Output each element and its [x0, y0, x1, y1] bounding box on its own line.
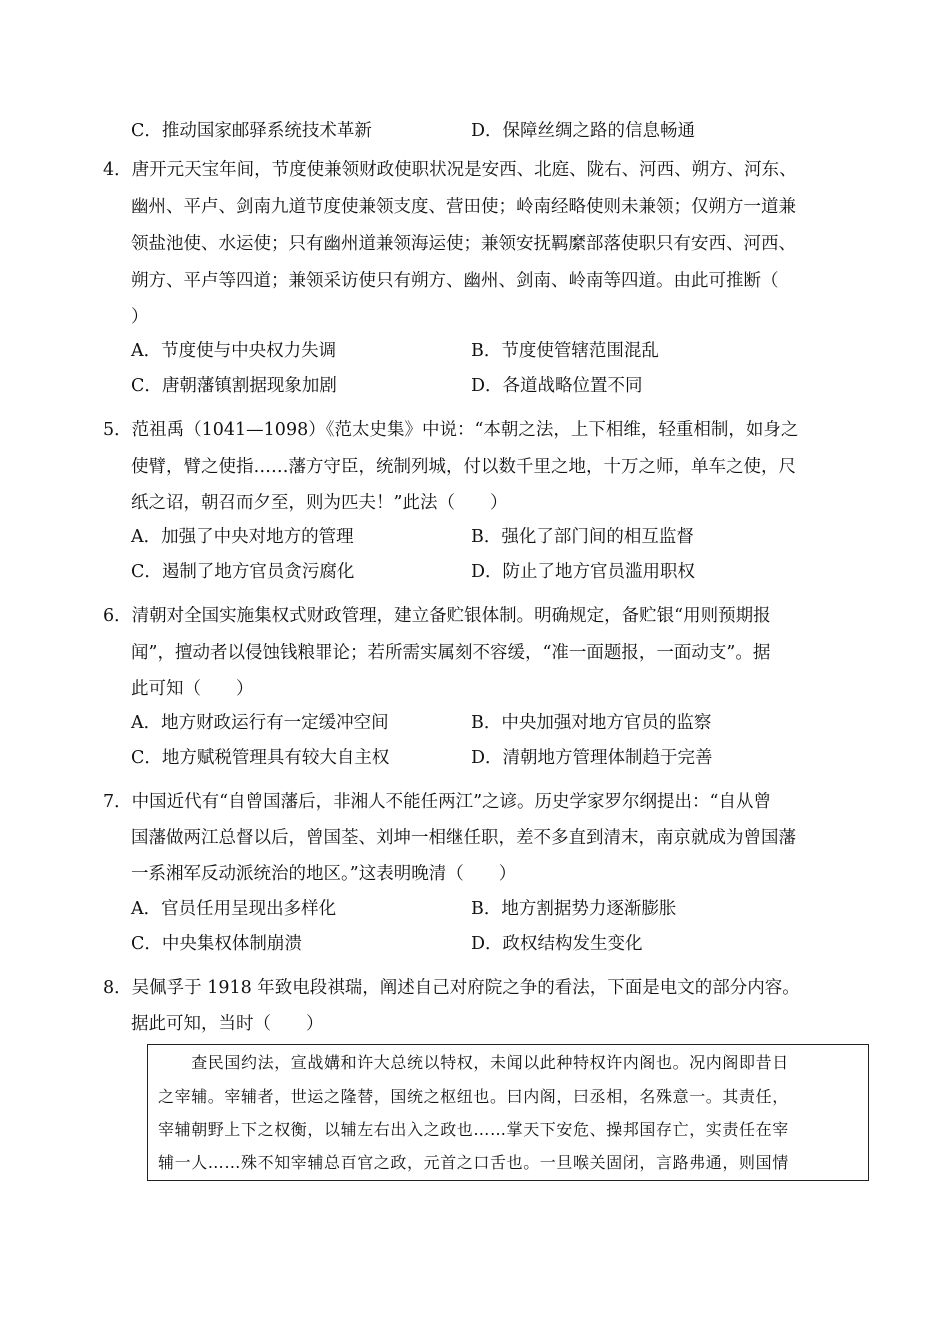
q5-option-a: A．加强了中央对地方的管理 [131, 527, 354, 547]
q7-option-a: A．官员任用呈现出多样化 [131, 899, 337, 919]
q5-stem-line-2: 使臂，臂之使指……藩方守臣，统制列城，付以数千里之地，十万之师，单车之使，尺 [131, 457, 796, 477]
q5-stem-line-3: 纸之诏，朝召而夕至，则为匹夫！”此法（ ） [131, 493, 508, 513]
q3-option-d: D．保障丝绸之路的信息畅通 [471, 121, 696, 141]
q7-option-b: B．地方割据势力逐渐膨胀 [471, 899, 677, 919]
q6-option-d: D．清朝地方管理体制趋于完善 [471, 748, 713, 768]
q5-option-c: C．遏制了地方官员贪污腐化 [131, 562, 355, 582]
q8-stem-line-1: 8．吴佩孚于 1918 年致电段祺瑞，阐述自己对府院之争的看法，下面是电文的部分内容。 [103, 978, 800, 998]
q5-stem-line-1: 5．范祖禹（1041—1098）《范太史集》中说：“本朝之法，上下相维，轻重相制，如身之 [103, 420, 799, 440]
q4-stem-line-5: ） [131, 307, 149, 327]
q5-option-b: B．强化了部门间的相互监督 [471, 527, 694, 547]
q7-stem-line-1: 7．中国近代有“自曾国藩后，非湘人不能任两江”之谚。历史学家罗尔纲提出：“自从曾 [103, 792, 771, 812]
q6-option-c: C．地方赋税管理具有较大自主权 [131, 748, 390, 768]
q5-option-d: D．防止了地方官员滥用职权 [471, 562, 696, 582]
quote-line-3: 宰辅朝野上下之权衡，以辅左右出入之政也……掌天下安危、操邦国存亡，实责任在宰 [158, 1120, 789, 1139]
q7-stem-line-2: 国藩做两江总督以后，曾国荃、刘坤一相继任职，差不多直到清末，南京就成为曾国藩 [131, 828, 796, 848]
q4-option-c: C．唐朝藩镇割据现象加剧 [131, 376, 337, 396]
quote-line-1: 查民国约法，宣战媾和许大总统以特权，未闻以此种特权许内阁也。况内阁即昔日 [158, 1053, 789, 1072]
telegram-quote-box [147, 1044, 869, 1181]
q7-option-d: D．政权结构发生变化 [471, 934, 643, 954]
q6-option-b: B．中央加强对地方官员的监察 [471, 713, 712, 733]
q4-option-d: D．各道战略位置不同 [471, 376, 643, 396]
q6-stem-line-3: 此可知（ ） [131, 679, 254, 699]
q6-option-a: A．地方财政运行有一定缓冲空间 [131, 713, 389, 733]
q6-stem-line-1: 6．清朝对全国实施集权式财政管理，建立备贮银体制。明确规定，备贮银“用则预期报 [103, 606, 771, 626]
q4-stem-line-4: 朔方、平卢等四道；兼领采访使只有朔方、幽州、剑南、岭南等四道。由此可推断（ [131, 271, 779, 291]
q6-stem-line-2: 闻”，擅动者以侵蚀钱粮罪论；若所需实属刻不容缓，“准一面题报，一面动支”。据 [131, 643, 771, 663]
q4-option-b: B．节度使管辖范围混乱 [471, 341, 659, 361]
q4-stem-line-2: 幽州、平卢、剑南九道节度使兼领支度、营田使；岭南经略使则未兼领；仅朔方一道兼 [131, 197, 796, 217]
q8-stem-line-2: 据此可知，当时（ ） [131, 1014, 324, 1034]
q4-stem-line-1: 4．唐开元天宝年间，节度使兼领财政使职状况是安西、北庭、陇右、河西、朔方、河东、 [103, 160, 797, 180]
q4-option-a: A．节度使与中央权力失调 [131, 341, 337, 361]
q3-option-c: C．推动国家邮驿系统技术革新 [131, 121, 372, 141]
q7-stem-line-3: 一系湘军反动派统治的地区。”这表明晚清（ ） [131, 864, 517, 884]
quote-line-2: 之宰辅。宰辅者，世运之隆替，国统之枢纽也。曰内阁，曰丞相，名殊意一。其责任， [158, 1087, 789, 1106]
q4-stem-line-3: 领盐池使、水运使；只有幽州道兼领海运使；兼领安抚羁縻部落使职只有安西、河西、 [131, 234, 796, 254]
q7-option-c: C．中央集权体制崩溃 [131, 934, 302, 954]
quote-line-4: 辅一人……殊不知宰辅总百官之政，元首之口舌也。一旦喉关固闭，言路弗通，则国情 [158, 1153, 789, 1172]
